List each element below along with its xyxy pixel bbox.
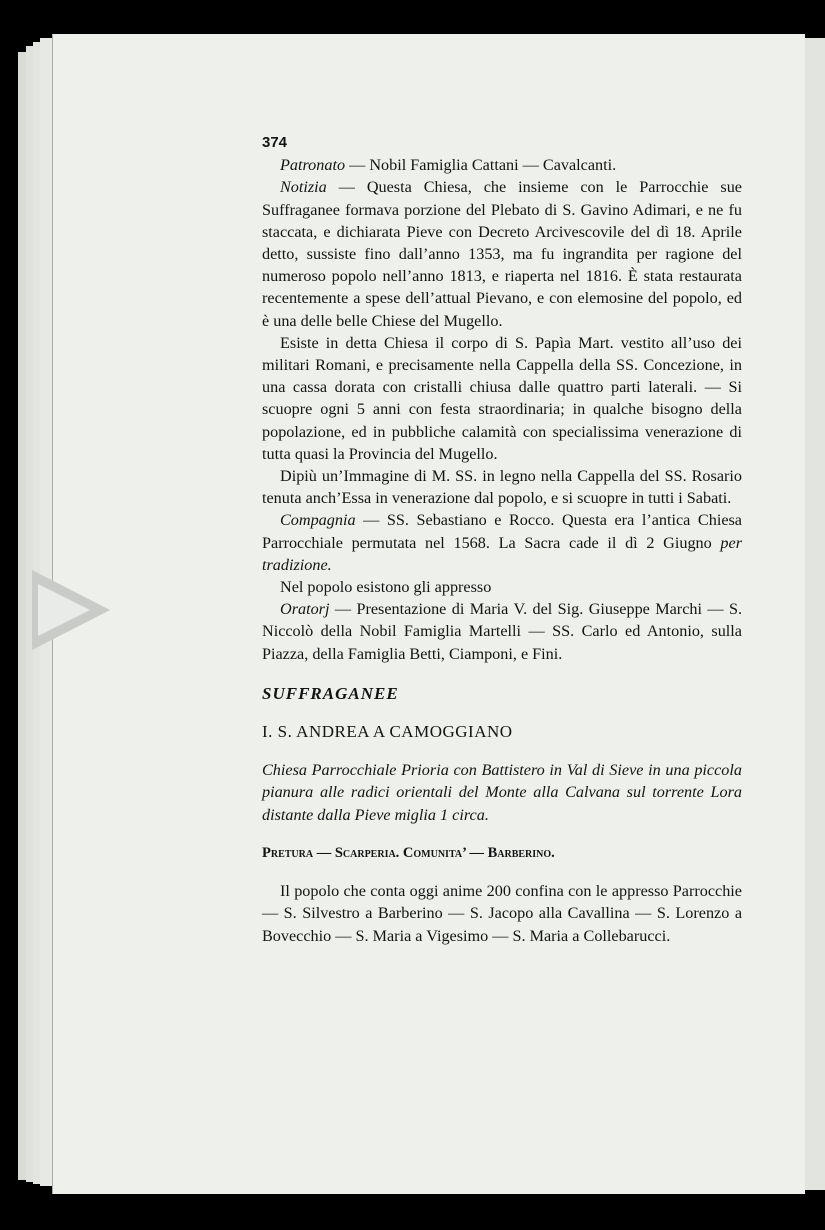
paragraph-label: Notizia xyxy=(280,178,327,197)
paragraph-text: Esiste in detta Chiesa il corpo di S. Papìa Mart. vestito all’uso dei militari Romani, e precisamente nella Cappella della SS. Concezione, in una cassa dorata con cristalli chiusa dalle quattro parti laterali. — Si scuopre ogni 5 anni con festa straordinaria; in qualche bisogno della popolazione, ed in pubbliche calamità con specialissima venerazione di tutta quasi la Provincia del Mugello. xyxy=(262,333,742,463)
church-description: Chiesa Parrocchiale Prioria con Battistero in Val di Sieve in una piccola pianura alle radici orientali del Monte alla Calvana sul torrente Lora distante dalla Pieve miglia 1 circa. xyxy=(262,761,742,824)
section-heading: SUFFRAGANEE xyxy=(262,683,399,703)
population-paragraph: Il popolo che conta oggi anime 200 confina con le appresso Parrocchie — S. Silvestro a Barberino — S. Jacopo alla Cavallina — S. Lorenzo a Bovecchio — S. Maria a Vigesimo — S. Maria a Collebarucci. xyxy=(262,882,742,945)
paragraph-text: — Questa Chiesa, che insieme con le Parrocchie sue Suffraganee formava porzione del Plebato di S. Gavino Adimari, e ne fu staccata, e dichiarata Pieve con Decreto Arcivescovile del dì 18. Aprile detto, sussiste fino dall’anno 1353, ma fu ingrandita per ragione del numeroso popolo nell’anno 1813, e riaperta nel 1816. È stata restaurata recentemente a spese dell’attual Pievano, e con elemosine del popolo, ed è una delle belle Chiese del Mugello. xyxy=(262,178,742,330)
page-clip-highlight xyxy=(38,584,90,636)
paragraph-label: Oratorj xyxy=(280,600,330,619)
paragraph-notizia xyxy=(262,176,742,331)
page-number: 374 xyxy=(262,134,288,151)
paragraph-text: — Nobil Famiglia Cattani — Cavalcanti. xyxy=(345,156,617,175)
paragraph-text: — SS. Sebastiano e Rocco. Questa era l’antica Chiesa Parrocchiale permutata nel 1568. La Sacra cade il dì 2 Giugno xyxy=(262,511,742,552)
paragraph-text: Dipiù un’Immagine di M. SS. in legno nella Cappella del SS. Rosario tenuta anch’Essa in venerazione dal popolo, e si scuopre in tutti i Sabati. xyxy=(262,467,742,508)
paragraph-dipiu xyxy=(262,465,742,509)
paragraph-text: Nel popolo esistono gli appresso xyxy=(280,578,492,597)
paragraph-text: — Presentazione di Maria V. del Sig. Giuseppe Marchi — S. Niccolò della Nobil Famiglia Martelli — SS. Carlo ed Antonio, sulla Piazza, della Famiglia Betti, Ciamponi, e Fini. xyxy=(262,600,742,663)
paragraph-label: Compagnia xyxy=(280,511,356,530)
paragraph-compagnia xyxy=(262,509,742,576)
paragraph-esiste xyxy=(262,332,742,465)
pretura-line: Pretura — Scarperia. Comunita’ — Barberino. xyxy=(262,844,555,861)
paragraph-popolo xyxy=(262,576,742,598)
facing-page-edge xyxy=(804,38,825,1190)
church-title: I. S. ANDREA A CAMOGGIANO xyxy=(262,722,513,742)
paragraph-patronato xyxy=(262,154,742,176)
paragraph-italic-tail: per tradizione. xyxy=(262,533,742,574)
paragraph-label: Patronato xyxy=(280,156,346,175)
paragraph-oratorj xyxy=(262,598,742,665)
page-text xyxy=(262,132,742,947)
